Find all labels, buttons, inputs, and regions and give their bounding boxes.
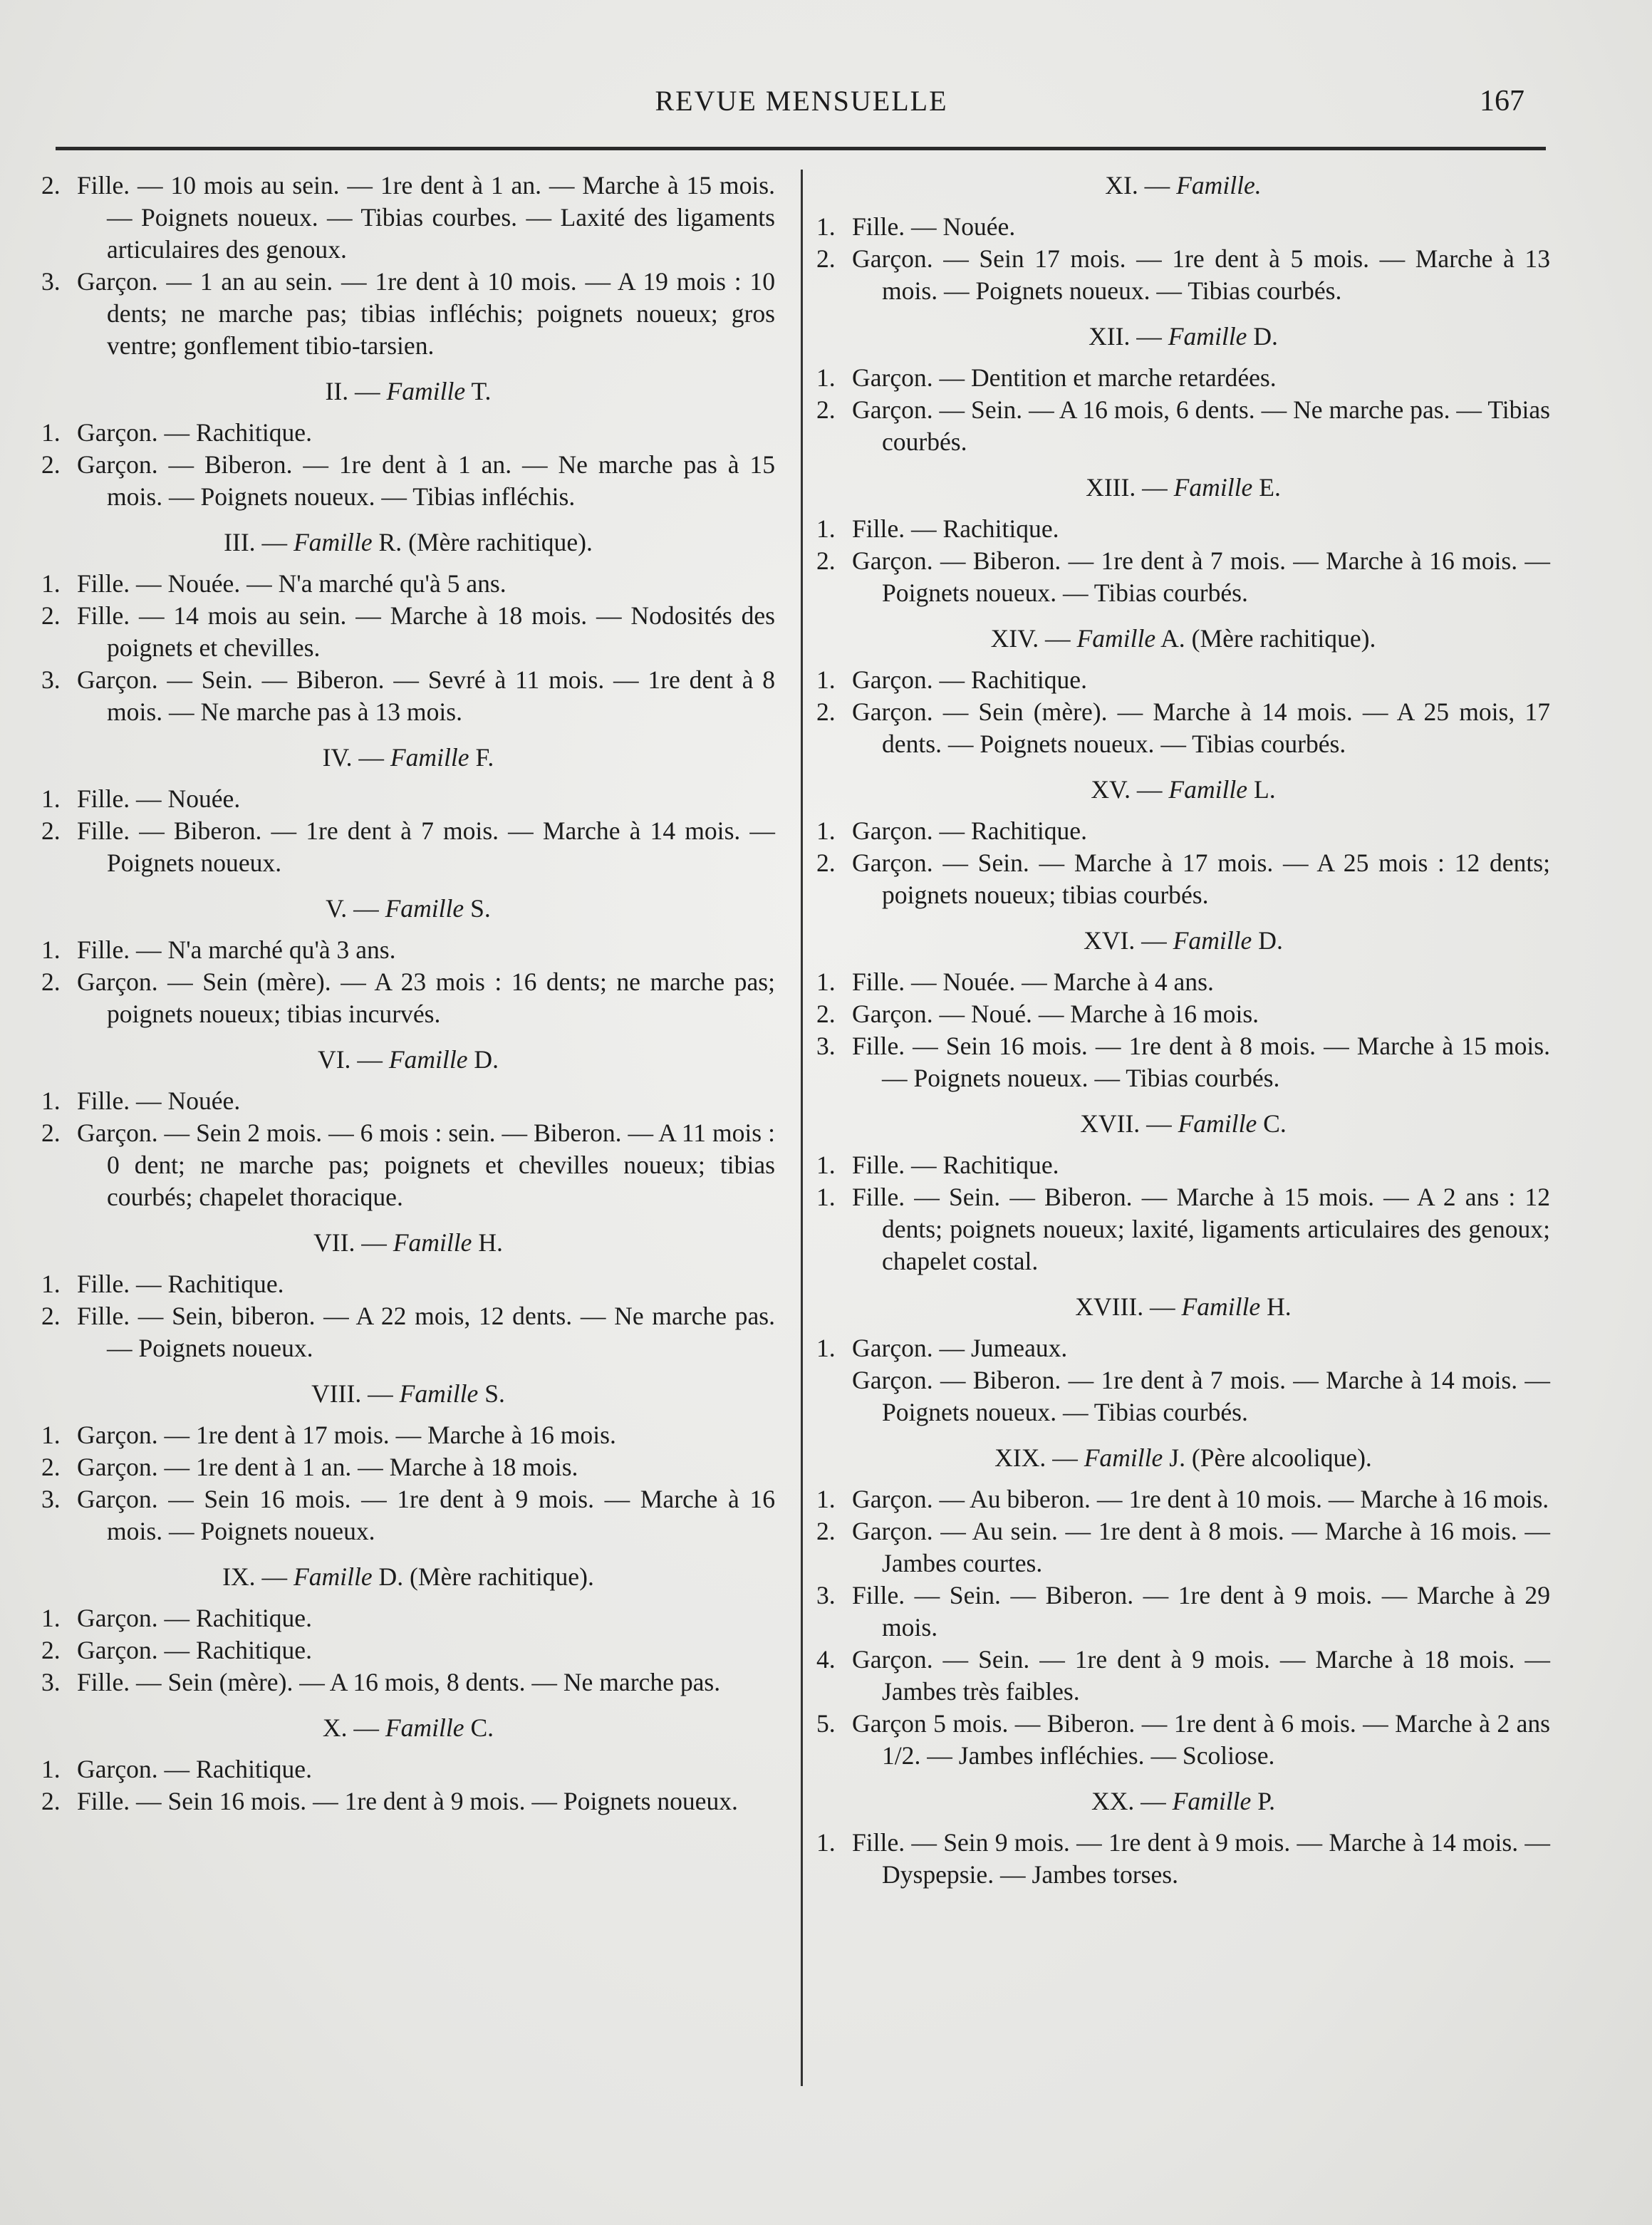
entry-number: 1. — [41, 784, 61, 813]
entry-text: Garçon. — Jumeaux. — [852, 1334, 1068, 1362]
family-heading — [816, 623, 1550, 655]
child-entry — [41, 1785, 775, 1817]
child-entry — [816, 243, 1550, 307]
entry-text: Garçon. — Biberon. — 1re dent à 1 an. — Ne marche pas à 15 mois. — Poignets noueux. — Tibias infléchis. — [77, 450, 775, 511]
entry-text: Fille. — Rachitique. — [852, 1151, 1059, 1179]
family-label: Famille — [399, 1379, 479, 1408]
family-note: (Mère rachitique). — [408, 528, 593, 556]
family-initial: C. — [470, 1713, 494, 1742]
entry-text: Fille. — Rachitique. — [852, 514, 1059, 543]
entry-number: 3. — [816, 1032, 836, 1060]
family-roman-numeral: VII. — — [313, 1228, 387, 1257]
family-roman-numeral: XV. — — [1091, 775, 1163, 804]
entry-text: Garçon. — Sein. — 1re dent à 9 mois. — Marche à 18 mois. — Jambes très faibles. — [852, 1645, 1550, 1706]
child-entry — [41, 1085, 775, 1117]
family-heading — [816, 1108, 1550, 1140]
family-roman-numeral: II. — — [325, 377, 380, 405]
family-label: Famille — [293, 528, 373, 556]
entry-text: Garçon. — Sein (mère). — A 23 mois : 16 dents; ne marche pas; poignets noueux; tibias incurvés. — [77, 968, 775, 1028]
family-initial: T. — [471, 377, 492, 405]
entry-text: Garçon. — Sein. — Biberon. — Sevré à 11 mois. — 1re dent à 8 mois. — Ne marche pas à 13 mois. — [77, 665, 775, 726]
family-initial: A. — [1160, 624, 1185, 653]
entry-text: Garçon. — Rachitique. — [77, 1636, 312, 1664]
child-entry — [41, 1117, 775, 1213]
child-entry — [41, 783, 775, 815]
entry-text: Garçon. — 1re dent à 1 an. — Marche à 18 mois. — [77, 1453, 578, 1481]
family-initial: R. — [378, 528, 402, 556]
family-initial: S. — [484, 1379, 505, 1408]
entry-text: Garçon. — Rachitique. — [852, 665, 1087, 694]
entry-text: Garçon. — Rachitique. — [77, 1755, 312, 1783]
family-label: Famille — [1178, 1109, 1257, 1138]
entry-text: Garçon. — Biberon. — 1re dent à 7 mois. — Marche à 14 mois. — Poignets noueux. — Tibias courbés. — [852, 1366, 1550, 1426]
entry-text: Fille. — Sein. — Biberon. — 1re dent à 9 mois. — Marche à 29 mois. — [852, 1581, 1550, 1641]
entry-number: 1. — [816, 1151, 836, 1179]
child-entry — [41, 934, 775, 966]
entry-number: 3. — [41, 267, 61, 296]
family-label: Famille — [1173, 926, 1252, 955]
entry-number: 2. — [41, 1453, 61, 1481]
entry-text: Fille. — Sein. — Biberon. — Marche à 15 mois. — A 2 ans : 12 dents; poignets noueux; laxité, ligaments articulaires des genoux; chapelet costal. — [852, 1183, 1550, 1275]
entry-number: 2. — [41, 1787, 61, 1815]
child-entry — [816, 1644, 1550, 1708]
entry-text: Fille. — 10 mois au sein. — 1re dent à 1 an. — Marche à 15 mois. — Poignets noueux. — Tibias courbes. — Laxité des ligaments articulaires des genoux. — [77, 171, 775, 264]
child-entry — [816, 1030, 1550, 1094]
entry-text: Garçon. — Sein. — Marche à 17 mois. — A 25 mois : 12 dents; poignets noueux; tibias courbés. — [852, 849, 1550, 909]
entry-number: 1. — [816, 1828, 836, 1857]
family-initial: D. — [474, 1045, 499, 1074]
family-label: Famille — [1168, 322, 1247, 351]
child-entry — [816, 847, 1550, 911]
entry-number: 2. — [816, 395, 836, 424]
entry-text: Garçon. — Rachitique. — [77, 418, 312, 447]
family-roman-numeral: XIV. — — [990, 624, 1071, 653]
family-initial: D. — [1258, 926, 1283, 955]
entry-number: 2. — [41, 171, 61, 199]
entry-number: 1. — [41, 1604, 61, 1632]
entry-number: 1. — [816, 665, 836, 694]
family-roman-numeral: XI. — — [1105, 171, 1170, 199]
entry-text: Fille. — Sein 16 mois. — 1re dent à 8 mois. — Marche à 15 mois. — Poignets noueux. — Tibias courbés. — [852, 1032, 1550, 1092]
family-note: (Mère rachitique). — [1191, 624, 1376, 653]
entry-number: 2. — [816, 1000, 836, 1028]
family-roman-numeral: IV. — — [322, 743, 384, 772]
entry-number: 3. — [41, 1668, 61, 1696]
entry-number: 2. — [816, 1517, 836, 1545]
child-entry — [816, 211, 1550, 243]
child-entry — [41, 1753, 775, 1785]
entry-number: 2. — [41, 968, 61, 996]
entry-number: 1. — [41, 1086, 61, 1115]
family-label: Famille. — [1176, 171, 1262, 199]
family-label: Famille — [393, 1228, 472, 1257]
entry-number: 1. — [816, 816, 836, 845]
entry-number: 1. — [816, 1485, 836, 1513]
child-entry — [816, 815, 1550, 847]
family-roman-numeral: III. — — [224, 528, 288, 556]
family-initial: P. — [1257, 1787, 1275, 1815]
child-entry — [41, 1451, 775, 1483]
entry-text: Garçon. — Biberon. — 1re dent à 7 mois. — Marche à 16 mois. — Poignets noueux. — Tibias courbés. — [852, 546, 1550, 607]
entry-number: 2. — [41, 601, 61, 630]
family-heading — [41, 1227, 775, 1259]
entry-number: 1. — [41, 1755, 61, 1783]
child-entry — [41, 1483, 775, 1547]
entry-text: Fille. — Sein, biberon. — A 22 mois, 12 dents. — Ne marche pas. — Poignets noueux. — [77, 1302, 775, 1362]
family-heading — [41, 375, 775, 408]
family-heading — [816, 925, 1550, 957]
entry-number: 3. — [816, 1581, 836, 1609]
family-heading — [41, 1044, 775, 1076]
family-label: Famille — [293, 1562, 373, 1591]
family-label: Famille — [386, 377, 466, 405]
child-entry — [816, 664, 1550, 696]
family-initial: H. — [478, 1228, 503, 1257]
family-roman-numeral: X. — — [322, 1713, 379, 1742]
entry-text: Garçon. — Sein 16 mois. — 1re dent à 9 mois. — Marche à 16 mois. — Poignets noueux. — [77, 1485, 775, 1545]
family-initial: S. — [470, 894, 491, 923]
column-divider — [801, 170, 803, 2086]
family-heading — [816, 1291, 1550, 1323]
family-roman-numeral: XVII. — — [1080, 1109, 1172, 1138]
child-entry — [816, 1483, 1550, 1515]
family-roman-numeral: IX. — — [222, 1562, 288, 1591]
family-label: Famille — [1168, 775, 1248, 804]
child-entry — [41, 1268, 775, 1300]
family-roman-numeral: XX. — — [1091, 1787, 1166, 1815]
family-label: Famille — [390, 743, 469, 772]
entry-number: 1. — [816, 1183, 836, 1211]
page-header — [57, 84, 1546, 127]
child-entry — [816, 1827, 1550, 1891]
child-entry — [816, 1364, 1550, 1428]
entry-number: 2. — [816, 546, 836, 575]
entry-text: Fille. — N'a marché qu'à 3 ans. — [77, 935, 396, 964]
family-label: Famille — [1181, 1292, 1261, 1321]
family-roman-numeral: XIII. — — [1086, 473, 1168, 502]
child-entry — [41, 966, 775, 1030]
child-entry — [41, 417, 775, 449]
family-note: (Père alcoolique). — [1191, 1443, 1372, 1472]
family-heading — [816, 321, 1550, 353]
family-heading — [816, 472, 1550, 504]
child-entry — [41, 266, 775, 362]
family-label: Famille — [388, 1045, 468, 1074]
family-label: Famille — [385, 1713, 464, 1742]
entry-text: Garçon. — 1re dent à 17 mois. — Marche à 16 mois. — [77, 1421, 616, 1449]
family-label: Famille — [1084, 1443, 1163, 1472]
child-entry — [41, 664, 775, 728]
entry-text: Fille. — Nouée. — [77, 784, 241, 813]
entry-number: 2. — [816, 849, 836, 877]
entry-text: Garçon. — Au biberon. — 1re dent à 10 mois. — Marche à 16 mois. — [852, 1485, 1549, 1513]
family-note: (Mère rachitique). — [410, 1562, 594, 1591]
family-heading — [816, 1785, 1550, 1817]
entry-text: Garçon. — Sein 17 mois. — 1re dent à 5 mois. — Marche à 13 mois. — Poignets noueux. — Tibias courbés. — [852, 244, 1550, 305]
family-label: Famille — [385, 894, 464, 923]
entry-text: Garçon 5 mois. — Biberon. — 1re dent à 6 mois. — Marche à 2 ans 1/2. — Jambes infléchies. — Scoliose. — [852, 1709, 1550, 1770]
child-entry — [41, 815, 775, 879]
entry-text: Garçon. — Rachitique. — [77, 1604, 312, 1632]
entry-text: Garçon. — Au sein. — 1re dent à 8 mois. — Marche à 16 mois. — Jambes courtes. — [852, 1517, 1550, 1577]
family-initial: E. — [1259, 473, 1281, 502]
family-initial: H. — [1267, 1292, 1292, 1321]
child-entry — [41, 1634, 775, 1666]
child-entry — [816, 362, 1550, 394]
child-entry — [41, 568, 775, 600]
entry-text: Garçon. — Sein (mère). — Marche à 14 mois. — A 25 mois, 17 dents. — Poignets noueux. — Tibias courbés. — [852, 697, 1550, 758]
entry-number: 1. — [816, 212, 836, 241]
child-entry — [41, 1419, 775, 1451]
family-label: Famille — [1076, 624, 1156, 653]
left-column — [41, 170, 775, 1817]
entry-text: Garçon. — 1 an au sein. — 1re dent à 10 mois. — A 19 mois : 10 dents; ne marche pas; tibias infléchis; poignets noueux; gros ventre; gonflement tibio-tarsien. — [77, 267, 775, 360]
entry-number: 2. — [41, 1302, 61, 1330]
entry-text: Fille. — Nouée. — N'a marché qu'à 5 ans. — [77, 569, 506, 598]
entry-number: 2. — [816, 697, 836, 726]
family-heading — [816, 1442, 1550, 1474]
entry-number: 5. — [816, 1709, 836, 1738]
entry-text: Garçon. — Rachitique. — [852, 816, 1087, 845]
child-entry — [41, 1300, 775, 1364]
child-entry — [816, 1515, 1550, 1580]
running-title: REVUE MENSUELLE — [655, 85, 948, 117]
family-heading — [41, 1712, 775, 1744]
child-entry — [816, 966, 1550, 998]
entry-text: Fille. — 14 mois au sein. — Marche à 18 mois. — Nodosités des poignets et chevilles. — [77, 601, 775, 662]
entry-text: Garçon. — Dentition et marche retardées. — [852, 363, 1277, 392]
entry-number: 1. — [41, 569, 61, 598]
family-initial: J. — [1169, 1443, 1186, 1472]
family-roman-numeral: XIX. — — [994, 1443, 1078, 1472]
child-entry — [816, 1332, 1550, 1364]
right-column — [816, 170, 1550, 1891]
child-entry — [816, 394, 1550, 458]
header-rule — [56, 147, 1546, 150]
family-roman-numeral: V. — — [326, 894, 379, 923]
family-heading — [41, 1378, 775, 1410]
entry-number: 1. — [41, 1421, 61, 1449]
family-heading — [41, 742, 775, 774]
family-label: Famille — [1173, 473, 1253, 502]
entry-number: 2. — [816, 244, 836, 273]
entry-number: 2. — [41, 816, 61, 845]
entry-number: 1. — [41, 418, 61, 447]
entry-number: 3. — [41, 1485, 61, 1513]
family-initial: F. — [475, 743, 494, 772]
child-entry — [816, 1149, 1550, 1181]
entry-number: 3. — [41, 665, 61, 694]
family-label: Famille — [1172, 1787, 1252, 1815]
entry-number: 1. — [41, 1270, 61, 1298]
entry-text: Garçon. — Noué. — Marche à 16 mois. — [852, 1000, 1259, 1028]
family-heading — [41, 1561, 775, 1593]
child-entry — [41, 170, 775, 266]
entry-number: 2. — [41, 450, 61, 479]
child-entry — [816, 696, 1550, 760]
entry-number: 1. — [816, 968, 836, 996]
family-heading — [41, 893, 775, 925]
family-heading — [816, 774, 1550, 806]
family-heading — [816, 170, 1550, 202]
family-roman-numeral: VIII. — — [311, 1379, 393, 1408]
entry-text: Fille. — Sein 16 mois. — 1re dent à 9 mois. — Poignets noueux. — [77, 1787, 738, 1815]
page-number: 167 — [1480, 85, 1524, 118]
family-initial: L. — [1254, 775, 1276, 804]
child-entry — [816, 998, 1550, 1030]
entry-number: 1. — [41, 935, 61, 964]
entry-text: Fille. — Rachitique. — [77, 1270, 284, 1298]
entry-number: 4. — [816, 1645, 836, 1674]
child-entry — [41, 600, 775, 664]
family-roman-numeral: XVI. — — [1084, 926, 1167, 955]
entry-text: Fille. — Biberon. — 1re dent à 7 mois. — Marche à 14 mois. — Poignets noueux. — [77, 816, 775, 877]
child-entry — [816, 1708, 1550, 1772]
entry-text: Fille. — Sein (mère). — A 16 mois, 8 dents. — Ne marche pas. — [77, 1668, 721, 1696]
family-initial: D. — [1253, 322, 1278, 351]
entry-number: 2. — [41, 1636, 61, 1664]
entry-text: Garçon. — Sein. — A 16 mois, 6 dents. — Ne marche pas. — Tibias courbés. — [852, 395, 1550, 456]
child-entry — [41, 449, 775, 513]
entry-text: Fille. — Nouée. — [77, 1086, 241, 1115]
child-entry — [41, 1602, 775, 1634]
child-entry — [816, 513, 1550, 545]
child-entry — [816, 1580, 1550, 1644]
entry-number: 1. — [816, 1334, 836, 1362]
entry-text: Garçon. — Sein 2 mois. — 6 mois : sein. — Biberon. — A 11 mois : 0 dent; ne marche pas; poignets et chevilles noueux; tibias courbés; chapelet thoracique. — [77, 1119, 775, 1211]
entry-number: 1. — [816, 363, 836, 392]
child-entry — [41, 1666, 775, 1698]
family-roman-numeral: XII. — — [1089, 322, 1162, 351]
entry-text: Fille. — Sein 9 mois. — 1re dent à 9 mois. — Marche à 14 mois. — Dyspepsie. — Jambes torses. — [852, 1828, 1550, 1889]
family-initial: D. — [378, 1562, 404, 1591]
child-entry — [816, 545, 1550, 609]
entry-text: Fille. — Nouée. — [852, 212, 1016, 241]
family-heading — [41, 527, 775, 559]
child-entry — [816, 1181, 1550, 1277]
family-roman-numeral: VI. — — [318, 1045, 383, 1074]
family-roman-numeral: XVIII. — — [1075, 1292, 1175, 1321]
entry-number: 2. — [41, 1119, 61, 1147]
entry-number: 1. — [816, 514, 836, 543]
family-initial: C. — [1263, 1109, 1287, 1138]
entry-text: Fille. — Nouée. — Marche à 4 ans. — [852, 968, 1214, 996]
